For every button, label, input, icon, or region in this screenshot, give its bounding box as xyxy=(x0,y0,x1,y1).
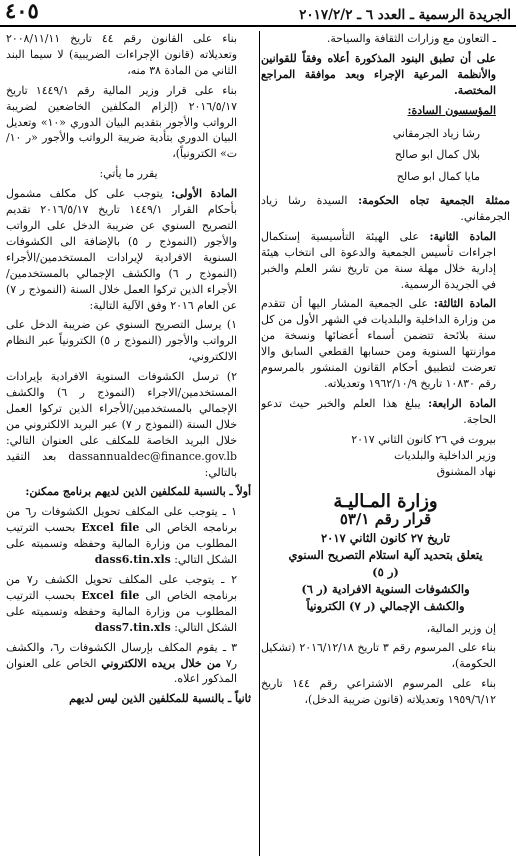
sub-item-3-text-cont: الخاص على العنوان المذكور اعلاه. xyxy=(6,656,237,686)
decides-line: يقرر ما يأتي: xyxy=(99,167,158,181)
article-4-label: المادة الرابعة: xyxy=(428,396,496,410)
article-2 xyxy=(261,229,510,293)
file-name: dass6.tin.xls xyxy=(94,553,171,567)
article-1-label: المادة الأولى: xyxy=(171,187,238,201)
founder-name: بلال كمال ابو صالح xyxy=(394,148,480,162)
founder-name: رشا زياد الجرمقاني xyxy=(392,126,480,140)
sub-item-2-text-cont: بحسب الترتيب المطلوب من وزارة المالية وحفظه وتسميته على الشكل التالي: xyxy=(6,588,237,634)
right-column xyxy=(261,31,510,856)
sub-item-3-bold: من خلال بريده الالكتروني xyxy=(101,656,221,670)
email-suffix: بعد التقيد بالتالي: xyxy=(6,449,237,479)
mechanism-item-1: ١) يرسل التصريح السنوي عن ضريبة الدخل على الرواتب والأجور (النموذج ر ٥) الكترونياً عبر النظام الالكتروني، xyxy=(6,318,238,364)
sub-item-1-text-cont: بحسب الترتيب المطلوب من وزارة المالية وحفظه وتسميته على الشكل التالي: xyxy=(6,521,237,567)
page-header xyxy=(0,0,516,27)
sub-item-1 xyxy=(6,504,251,568)
founders-heading: المؤسسون السادة: xyxy=(407,103,496,117)
condition-clause: على أن تطبق البنود المذكورة أعلاه وفقاً للقوانين والأنظمة المرعية الإجراء وبعد موافقة المراجع المختصة. xyxy=(261,51,496,97)
sub-item-2-text: ٢ ـ يتوجب على المكلف تحويل الكشف ر٧ من برنامجه الخاص الى xyxy=(6,573,237,602)
gazette-title: الجريدة الرسمية ـ العدد ٦ ـ ٢٠١٧/٢/٢ xyxy=(299,7,511,23)
founders-list xyxy=(261,123,510,188)
recital: بناء على القانون رقم ٤٤ تاريخ ٢٠٠٨/١١/١١ وتعديلاته (قانون الإجراءات الضريبية) لا سيما البند الثاني من المادة ٣٨ منه، xyxy=(6,32,237,77)
sub-item-3-text: ٣ ـ يقوم المكلف بإرسال الكشوفات ر٦، والكشف ر٧ xyxy=(6,640,237,670)
sub-item-1-text: ١ ـ يتوجب على المكلف تحويل الكشوفات ر٦ من برنامجه الخاص الى xyxy=(6,505,237,535)
recital: بناء على قرار وزير المالية رقم ١٤٤٩/١ تاريخ ٢٠١٦/٥/١٧ (إلزام المكلفين الخاضعين لضريبة الرواتب والأجور بتقديم البيان الدوري «١٠» وتعديل البيان الدوري بتأدية ضريبة الرواتب والأجور «ر ١٠/ت» الكترونياً)، xyxy=(6,83,238,161)
ministry-heading: وزارة المـاليـة xyxy=(333,490,438,512)
sub-item-2 xyxy=(6,572,251,636)
file-format: Excel file xyxy=(81,521,140,535)
mechanism-item-2-text: ٢) ترسل الكشوفات السنوية الافرادية بإيرادات المستخدمين/الاجراء (النموذج ر ٦) والكشف الإجمالي بالمستخدمين/الأجراء الذين تركوا العمل خلال السنة (النموذج ر ٧) عبر البريد الالكتروني من خلال البريد الخاصة للمكلف على العنوان التالي: xyxy=(6,370,237,447)
article-4 xyxy=(261,396,510,428)
decision-subject-line: يتعلق بتحديد آلية استلام التصريح السنوي xyxy=(288,547,483,562)
decision-subject-line: (ر ٥) xyxy=(372,564,399,579)
decision-date: تاريخ ٢٧ كانون الثاني ٢٠١٧ xyxy=(320,530,450,545)
minister-line: إن وزير المالية، xyxy=(426,621,496,635)
second-section-heading: ثانياً ـ بالنسبة للمكلفين الذين ليس لديهم xyxy=(69,692,251,706)
article-2-text: على الهيئة التأسيسية إستكمال اجراءات تأسيس الجمعية والدعوة الى انتخاب هيئة إدارية خلال مهلة سنة من تاريخ نشر العلم والخبر في الجريدة الرسمية. xyxy=(261,229,496,291)
recital: بناء على المرسوم رقم ٣ تاريخ ٢٠١٦/١٢/١٨ (تشكيل الحكومة)، xyxy=(261,641,496,671)
recital: بناء على المرسوم الاشتراعي رقم ١٤٤ تاريخ ١٩٥٩/٦/١٢ وتعديلاته (قانون ضريبة الدخل)، xyxy=(261,677,496,707)
signature-title: وزير الداخلية والبلديات xyxy=(394,448,496,462)
submission-email: dassannualdec@finance.gov.lb xyxy=(68,449,238,463)
article-3-label: المادة الثالثة: xyxy=(433,297,496,311)
decision-subject-line: والكشوفات السنوية الافرادية (ر ٦) xyxy=(301,581,470,596)
article-4-text: يبلغ هذا العلم والخبر حيث تدعو الحاجة. xyxy=(261,396,496,426)
page-number: ٤٠٥ xyxy=(5,0,39,23)
file-name: dass7.tin.xls xyxy=(94,620,171,634)
article-2-label: المادة الثانية: xyxy=(429,229,496,243)
intro-item: ـ التعاون مع وزارات الثقافة والسياحة. xyxy=(326,32,496,45)
signature-name: نهاد المشنوق xyxy=(436,464,496,478)
sub-item-3 xyxy=(6,640,251,688)
representative xyxy=(261,193,510,225)
article-1 xyxy=(6,186,251,313)
file-format: Excel file xyxy=(81,588,140,602)
left-column xyxy=(6,31,251,856)
representative-value: السيدة رشا زياد الجرمقاني. xyxy=(261,194,510,223)
column-divider xyxy=(259,31,260,856)
decision-subject-line: والكشف الإجمالي (ر ٧) الكترونياً xyxy=(306,598,465,613)
article-3 xyxy=(261,296,510,391)
signature-date: بيروت في ٢٦ كانون الثاني ٢٠١٧ xyxy=(351,432,496,446)
signature-block xyxy=(261,432,510,480)
first-section-heading: أولاً ـ بالنسبة للمكلفين الذين لديهم برنامج ممكنن: xyxy=(25,485,251,499)
representative-label: ممثلة الجمعية تجاه الحكومة: xyxy=(358,194,510,208)
founder-name: مايا كمال ابو صالح xyxy=(396,169,480,183)
article-3-text: على الجمعية المشار اليها أن تتقدم من وزارة الداخلية والبلديات في الشهر الأول من كل سنة بلائحة تتضمن أسماء أعضائها ونسخة من موازنتها السنوية ومن حسابها القطعي السابق والا تعرضت لتطبيق أحكام القانون المنشور بالمرسوم رقم ١٠٨٣٠ تاريخ ١٩٦٢/١٠/٩ وتعديلاته. xyxy=(261,297,496,390)
article-1-text: يتوجب على كل مكلف مشمول بأحكام القرار ١٤٤٩/١ تاريخ ٢٠١٦/٥/١٧ تقديم التصريح السنوي عن ضريبة الدخل على الرواتب والأجور (النموذج ر ٥) بالإضافة الى الكشوفات السنوية الافرادية لإيرادات المستخدمين/الأجراء (النموذج ر ٦) والكشف الإجمالي بالمستخدمين/الأجراء الذين تركوا العمل خلال السنة (النموذج ر ٧) عن العام ٢٠١٦ وفق الآلية التالية: xyxy=(6,187,238,312)
decision-number: قرار رقم ٥٣/١ xyxy=(339,509,432,528)
mechanism-item-2 xyxy=(6,369,251,480)
